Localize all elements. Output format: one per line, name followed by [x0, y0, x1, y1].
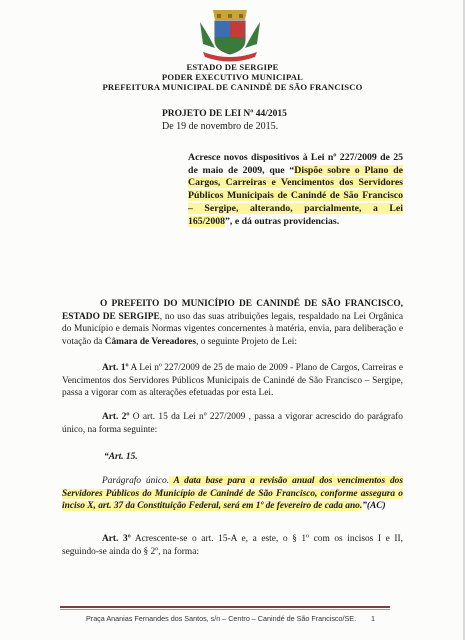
project-title: PROJETO DE LEI Nº 44/2015	[162, 109, 287, 119]
ementa-highlight: Dispõe sobre o Plano de Cargos, Carreiras e Vencimentos dos Servidores Públicos Municipais de Canindé de São Francisco – Sergipe, alterando, parcialmente, a Lei 165/2008	[188, 164, 403, 227]
footer-address: Praça Ananias Fernandes dos Santos, s/n – Centro – Canindé de São Francisco/SE.	[86, 614, 357, 623]
preamble-text: , no uso das suas atribuições legais, respaldado na Lei Orgânica do Município e demais Normas vigentes concernentes à matéria, envia, para deliberação e votação da	[62, 311, 403, 348]
article-1-text: A Lei nº 227/2009 de 25 de maio de 2009 - Plano de Cargos, Carreiras e Vencimentos dos Servidores Públicos Municipais de Canindé de São Francisco – Sergipe, passa a vigorar com as alterações efetuadas por esta Lei.	[62, 363, 403, 399]
ementa-text: Acresce novos dispositivos à Lei nº 227/2009 de 25 de maio de 2009, que “	[188, 152, 403, 176]
preamble-paragraph	[62, 298, 403, 349]
paragrafo-label: Parágrafo único.	[102, 476, 170, 486]
article-3-text: Acrescente-se o art. 15-A e, a este, o § 1º com os incisos I e II, seguindo-se ainda do § 2º, na forma:	[62, 534, 403, 557]
article-1	[62, 362, 403, 400]
ementa	[188, 152, 403, 228]
article-2-label: Art. 2º	[102, 412, 130, 422]
article-3	[62, 533, 403, 558]
preamble-mayor: O PREFEITO DO MUNICÍPIO DE CANINDÉ DE SÃO FRANCISCO, ESTADO DE SERGIPE	[62, 299, 403, 322]
article-15-heading: “Art. 15.	[104, 452, 138, 462]
paragrafo-end: ”(AC)	[362, 501, 386, 512]
preamble-end: , o seguinte Projeto de Lei:	[196, 337, 298, 348]
preamble-chamber: Câmara de Vereadores	[104, 337, 196, 348]
header-state: ESTADO DE SERGIPE	[186, 62, 279, 72]
article-2	[62, 411, 403, 436]
project-date: De 19 de novembro de 2015.	[162, 121, 279, 132]
paragrafo-text: A data base para a revisão anual dos vencimentos dos Servidores Públicos do Município de Canindé de São Francisco, conforme assegura o inciso X, art. 37 da Constituição Federal, será em 1º de fevereiro de cada ano.	[62, 476, 403, 512]
article-3-label: Art. 3º	[102, 534, 131, 544]
header-power: PODER EXECUTIVO MUNICIPAL	[161, 72, 304, 82]
footer-divider	[60, 606, 390, 608]
paragrafo-unico	[62, 475, 403, 513]
page-number: 1	[371, 614, 375, 623]
header-prefecture: PREFEITURA MUNICIPAL DE CANINDÉ DE SÃO FRANCISCO	[102, 82, 363, 92]
municipal-coat-of-arms-icon	[195, 6, 265, 64]
article-1-label: Art. 1º	[102, 363, 129, 373]
ementa-end: ”, e dá outras providencias.	[225, 215, 340, 227]
footer-divider-thin	[60, 609, 390, 610]
article-2-text: O art. 15 da Lei nº 227/2009 , passa a vigorar acrescido do parágrafo único, na forma seguinte:	[62, 412, 403, 435]
